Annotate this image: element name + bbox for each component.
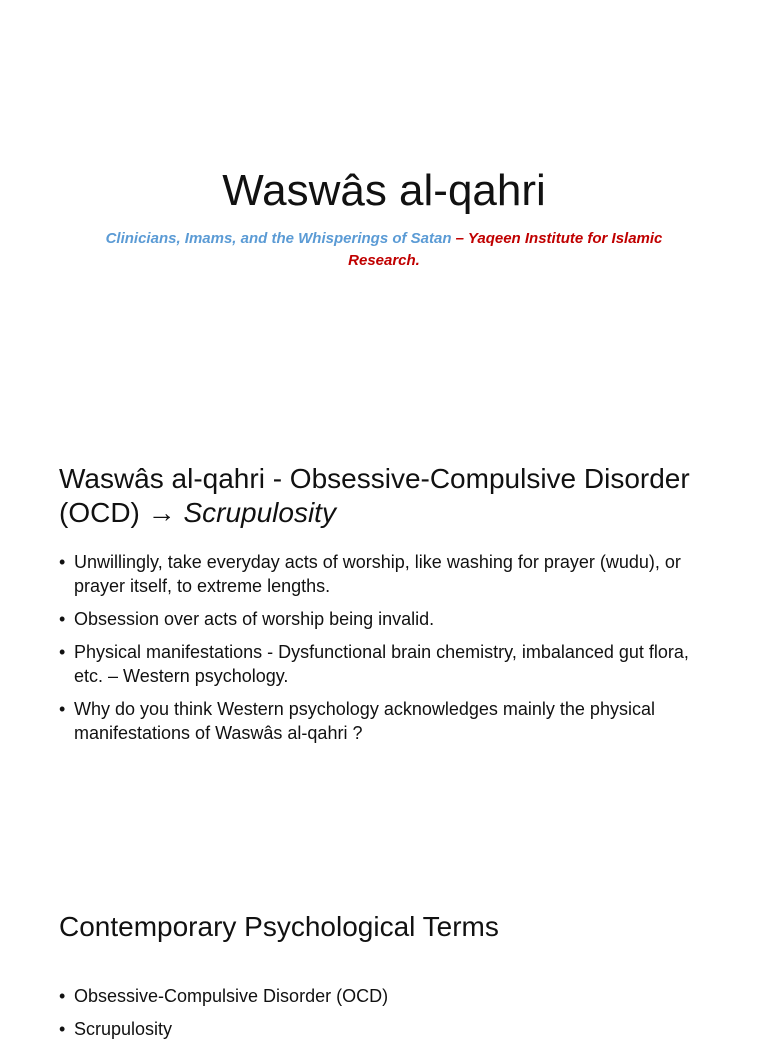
- ocd-slide-heading: [59, 462, 719, 530]
- slide-subtitle: [90, 228, 678, 272]
- bullet-icon: •: [59, 699, 66, 719]
- bullet-text: Unwillingly, take everyday acts of worship, like washing for prayer (wudu), or prayer itself, to extreme lengths.: [74, 552, 681, 596]
- bullet-text: Obsession over acts of worship being invalid.: [74, 609, 435, 629]
- list-item: [59, 697, 719, 745]
- slide-title: Waswâs al-qahri: [222, 166, 546, 215]
- bullet-text: Obsessive-Compulsive Disorder (OCD): [74, 986, 389, 1006]
- bullet-icon: •: [59, 609, 66, 629]
- subtitle-publisher: Yaqeen Institute for Islamic Research.: [348, 230, 663, 269]
- terms-slide: [0, 840, 768, 1039]
- title-slide: [0, 0, 768, 420]
- ocd-heading-italic: Scrupulosity: [183, 497, 336, 528]
- terms-bullet-list: [59, 984, 719, 1050]
- bullet-icon: •: [59, 552, 66, 572]
- bullet-text: Scrupulosity: [74, 1019, 173, 1039]
- ocd-bullet-list: [59, 550, 719, 754]
- ocd-slide: [0, 420, 768, 840]
- terms-slide-heading: Contemporary Psychological Terms: [59, 911, 499, 942]
- subtitle-separator: –: [451, 230, 468, 247]
- subtitle-source-title: Clinicians, Imams, and the Whisperings of Satan: [105, 230, 452, 247]
- bullet-text: Why do you think Western psychology acknowledges mainly the physical manifestations of Waswâs al-qahri ?: [74, 699, 655, 743]
- ocd-heading-text: Waswâs al-qahri - Obsessive-Compulsive Disorder (OCD) →: [59, 463, 690, 528]
- bullet-text: Physical manifestations - Dysfunctional brain chemistry, imbalanced gut flora, etc. – Western psychology.: [74, 642, 689, 686]
- bullet-icon: •: [59, 986, 66, 1006]
- list-item: [59, 1017, 719, 1041]
- list-item: [59, 640, 719, 688]
- list-item: [59, 607, 719, 631]
- bullet-icon: •: [59, 1019, 66, 1039]
- bullet-icon: •: [59, 642, 66, 662]
- list-item: [59, 550, 719, 598]
- list-item: [59, 984, 719, 1008]
